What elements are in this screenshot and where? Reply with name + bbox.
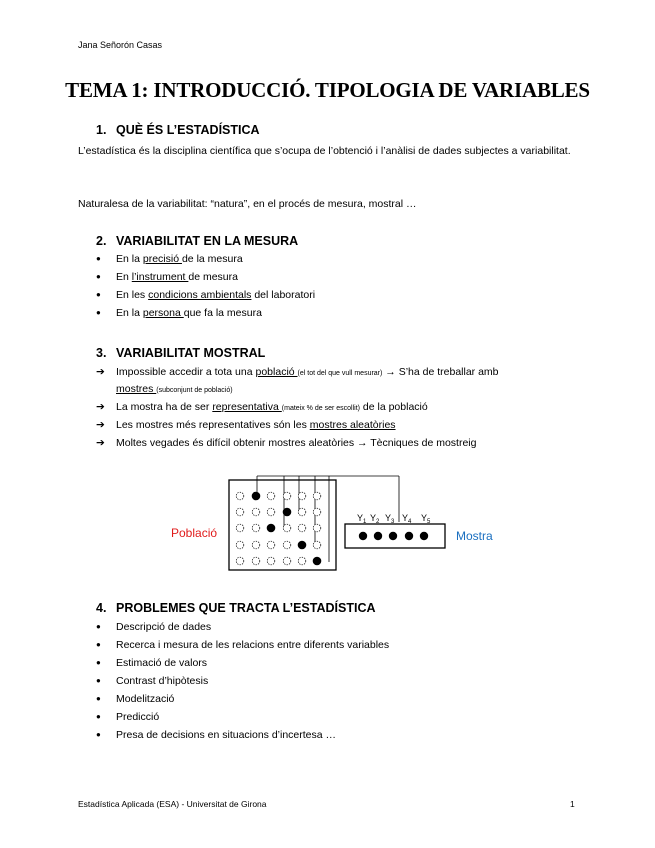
sample-dot: [405, 532, 413, 540]
sample-dot: [359, 532, 367, 540]
list-item: ● Presa de decisions en situacions d’incertesa …: [96, 729, 337, 741]
sampling-diagram: [225, 470, 450, 575]
population-dot: [267, 508, 275, 516]
population-dot: [313, 541, 321, 549]
arrow-icon: ➔: [96, 437, 105, 449]
bullet-icon: ●: [96, 254, 101, 263]
population-dot: [298, 557, 306, 565]
sample-variable-label: $Y_1$: [357, 513, 367, 525]
bullet-icon: ●: [96, 694, 101, 703]
population-dot: [236, 541, 244, 549]
sample-dot: [374, 532, 382, 540]
sample-dot: [420, 532, 428, 540]
section-4-heading: [96, 601, 376, 615]
section-1-definition: L’estadística és la disciplina científica que s’ocupa de l’obtenció i l’anàlisi de dades subjectes a variabilitat.: [78, 145, 571, 157]
list-item: ● Estimació de valors: [96, 657, 208, 669]
list-item: ➔ La mostra ha de ser representativa (mateix % de ser escollit) de la població: [96, 401, 428, 413]
list-item: ● Modelització: [96, 693, 175, 705]
population-dot: [283, 541, 291, 549]
list-item: ● En la persona que fa la mesura: [96, 307, 262, 319]
section-1-number: 1.: [96, 123, 107, 137]
section-3-heading: [96, 346, 265, 360]
population-label: Població: [171, 526, 218, 540]
bullet-icon: ●: [96, 640, 101, 649]
footer-text: Estadística Aplicada (ESA) - Universitat de Girona: [78, 799, 267, 809]
list-item: ● En l’instrument de mesura: [96, 271, 238, 283]
section-2-number: 2.: [96, 234, 107, 248]
population-dot: [236, 508, 244, 516]
section-3-title: VARIABILITAT MOSTRAL: [116, 346, 266, 360]
bullet-icon: ●: [96, 290, 101, 299]
sample-dots: [359, 532, 428, 540]
list-item: ➔ Les mostres més representatives són les mostres aleatòries: [96, 419, 396, 431]
population-dot: [267, 541, 275, 549]
bullet-icon: ●: [96, 308, 101, 317]
section-1-heading: [96, 123, 260, 137]
page-title: TEMA 1: INTRODUCCIÓ. TIPOLOGIA DE VARIABLES: [65, 78, 590, 102]
population-dot: [267, 492, 275, 500]
population-dot: [252, 541, 260, 549]
population-dot: [283, 492, 291, 500]
population-dot: [252, 557, 260, 565]
population-dot: [236, 557, 244, 565]
population-dot: [236, 524, 244, 532]
population-dots: [236, 492, 321, 565]
list-item: ● Recerca i mesura de les relacions entre diferents variables: [96, 639, 390, 651]
selected-dot: [252, 492, 260, 500]
population-dot: [252, 524, 260, 532]
section-2-title: VARIABILITAT EN LA MESURA: [116, 234, 299, 248]
population-dot: [313, 492, 321, 500]
list-item: ● Predicció: [96, 711, 160, 723]
section-4-title: PROBLEMES QUE TRACTA L’ESTADÍSTICA: [116, 601, 376, 615]
bullet-icon: ●: [96, 676, 101, 685]
arrow-icon: ➔: [96, 366, 105, 378]
list-item: ● Contrast d’hipòtesis: [96, 675, 209, 687]
list-item-continuation: mostres (subconjunt de població): [116, 383, 233, 395]
selected-dot: [298, 541, 306, 549]
bullet-icon: ●: [96, 622, 101, 631]
bullet-icon: ●: [96, 272, 101, 281]
sample-variable-label: $Y_2$: [370, 513, 380, 525]
arrow-icon: ➔: [96, 419, 105, 431]
list-item: ➔ Impossible accedir a tota una població (el tot del que vull mesurar) → S’ha de treballar amb: [96, 366, 499, 378]
population-dot: [283, 524, 291, 532]
author-header: Jana Señorón Casas: [78, 40, 163, 50]
selected-dot: [267, 524, 275, 532]
population-dot: [283, 557, 291, 565]
sample-label: Mostra: [456, 529, 493, 543]
list-item: ● En la precisió de la mesura: [96, 253, 243, 265]
section-1-title: QUÈ ÉS L’ESTADÍSTICA: [116, 123, 260, 137]
sample-variable-label: $Y_5$: [421, 513, 431, 525]
arrow-icon: ➔: [96, 401, 105, 413]
sample-variable-labels: [357, 513, 431, 525]
population-dot: [313, 524, 321, 532]
population-dot: [298, 508, 306, 516]
sample-dot: [389, 532, 397, 540]
section-1-nature: Naturalesa de la variabilitat: “natura”, en el procés de mesura, mostral …: [78, 198, 417, 210]
selected-dot: [283, 508, 291, 516]
list-item: ➔ Moltes vegades és difícil obtenir mostres aleatòries → Tècniques de mostreig: [96, 437, 477, 449]
bullet-icon: ●: [96, 730, 101, 739]
list-item: ● En les condicions ambientals del laboratori: [96, 289, 316, 301]
section-3-number: 3.: [96, 346, 107, 360]
population-dot: [236, 492, 244, 500]
list-item: ● Descripció de dades: [96, 621, 212, 633]
population-dot: [313, 508, 321, 516]
selected-dot: [313, 557, 321, 565]
sample-variable-label: $Y_3$: [385, 513, 395, 525]
bullet-icon: ●: [96, 658, 101, 667]
population-dot: [267, 557, 275, 565]
bullet-icon: ●: [96, 712, 101, 721]
section-4-number: 4.: [96, 601, 107, 615]
page-number: 1: [570, 799, 575, 809]
population-dot: [298, 524, 306, 532]
population-dot: [298, 492, 306, 500]
sample-variable-label: $Y_4$: [402, 513, 412, 525]
section-2-heading: [96, 234, 298, 248]
population-dot: [252, 508, 260, 516]
